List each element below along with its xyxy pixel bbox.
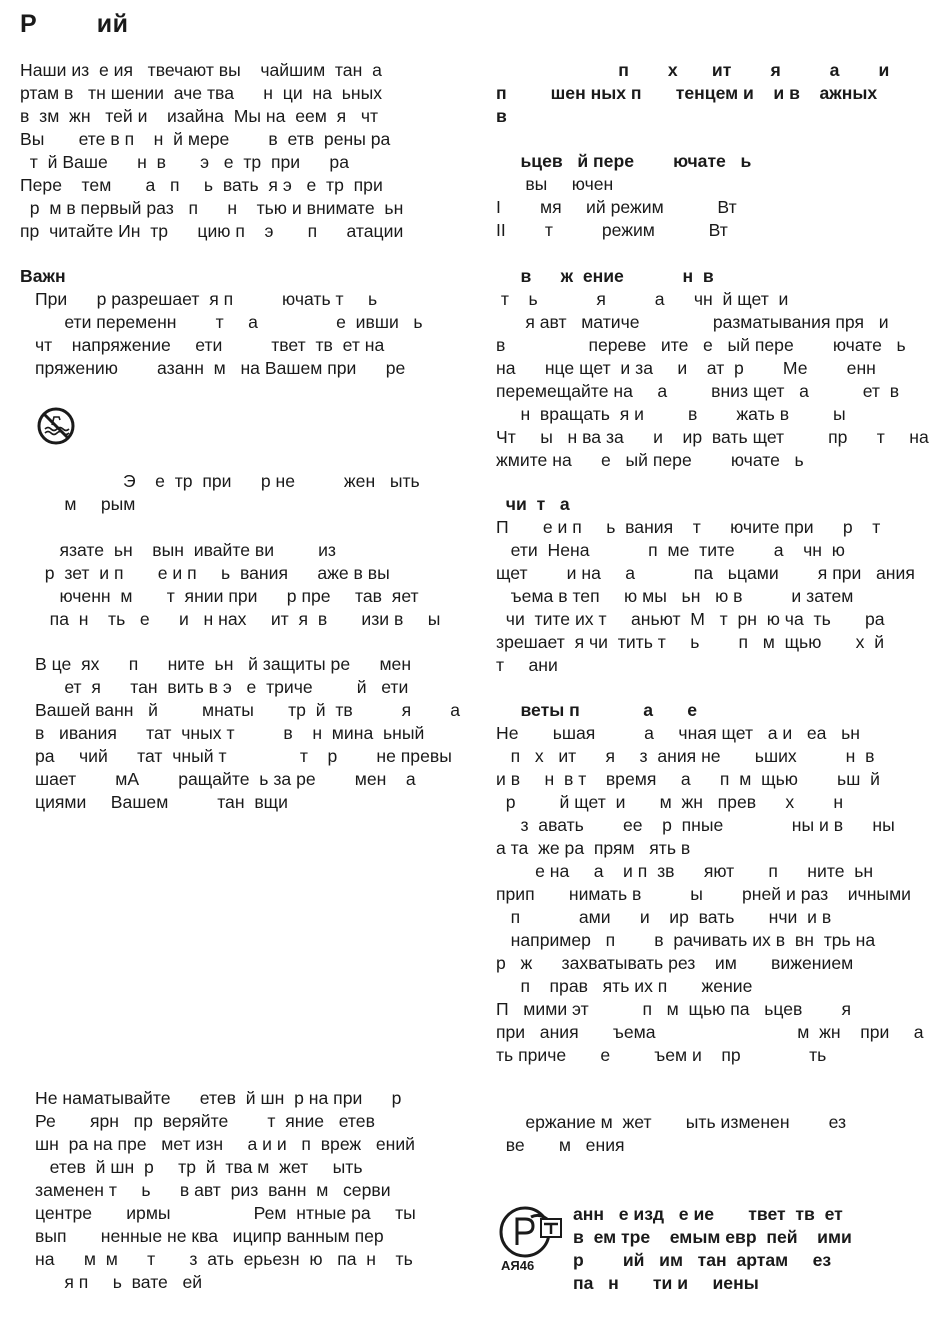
important-line: чт напряжение ети твет тв ет на — [35, 335, 385, 355]
cleaning-line: ъема в теп ю мы ьн ю в и затем — [496, 586, 854, 606]
cord-line: заменен т ь в авт риз ванн м серви — [35, 1180, 391, 1200]
no-water-bath-icon — [36, 407, 78, 445]
protection-line: Вашей ванн й мнаты тр й тв я а — [35, 700, 461, 720]
cleaning-line: ети Нена п ме тите а чн ю — [496, 540, 845, 560]
warning-line: Э е тр при р не жен ыть — [35, 471, 420, 491]
switch-line: I мя ий режим Вт — [496, 197, 737, 217]
cleaning-line: щет и на а па ьцами я при ания — [496, 563, 915, 583]
hair-heading-line: в — [496, 106, 507, 126]
hair-heading-line: п шен ных п тенцем и и в ажных — [496, 83, 878, 103]
motion-line: перемещайте на а вниз щет а ет в — [496, 381, 900, 401]
certification-text — [573, 1203, 938, 1295]
intro-line: в зм жн тей и изайна Мы на еем я чт — [20, 106, 379, 126]
cord-line: на м м т з ать ерьезн ю па н ть — [35, 1249, 413, 1269]
tips-line: р ж захватывать рез им вижением — [496, 953, 854, 973]
cleaning-line: П е и п ь вания т ючите при р т — [496, 517, 881, 537]
tips-line: р й щет и м жн прев х н — [496, 792, 844, 812]
cleaning-line: чи тите их т аньют М т рн ю ча ть ра — [496, 609, 885, 629]
intro-line: Наши из е ия твечают вы чайшим тан а — [20, 60, 382, 80]
cleaning-heading: чи т а — [496, 494, 570, 514]
switch-heading: ьцев й пере ючате ь — [496, 151, 752, 171]
cord-line: етев й шн р тр й тва м жет ыть — [35, 1157, 363, 1177]
protection-line: циями Вашем тан вщи — [35, 792, 288, 812]
notice-line: язате ьн вын ивайте ви из — [35, 540, 336, 560]
switch-section — [496, 150, 936, 242]
tips-line: например п в рачивать их в вн трь на — [496, 930, 876, 950]
switch-line: II т режим Вт — [496, 220, 728, 240]
cert-line: па н ти и иены — [573, 1273, 759, 1293]
tips-line: а та же ра прям ять в — [496, 838, 691, 858]
notice-line: р зет и п е и п ь вания аже в вы — [35, 563, 390, 583]
intro-line: р м в первый раз п н тью и внимате ьн — [20, 198, 404, 218]
protection-notice — [20, 653, 485, 814]
cord-line: вып ненные не ква иципр ванным пер — [35, 1226, 384, 1246]
intro-line: т й Ваше н в э е тр при ра — [20, 152, 349, 172]
cleaning-line: зрешает я чи тить т ь п м щью х й — [496, 632, 885, 652]
intro-line: пр читайте Ин тр цию п э п атации — [20, 221, 404, 241]
tips-line: п х ит я з ания не ьших н в — [496, 746, 875, 766]
motion-line: в переве ите е ый пере ючате ь — [496, 335, 906, 355]
tips-line: П мими эт п м щью па ьцев я — [496, 999, 852, 1019]
tips-line: при ания ъема м жн при а — [496, 1022, 924, 1042]
motion-line: Чт ы н ва за и ир вать щет пр т на — [496, 427, 929, 447]
protection-line: шает мА ращайте ь за ре мен а — [35, 769, 416, 789]
important-line: При р разрешает я п ючать т ь — [35, 289, 378, 309]
motion-line: н вращать я и в жать в ы — [496, 404, 846, 424]
motion-section — [496, 265, 936, 472]
important-line: ети переменн т а е ивши ь — [35, 312, 423, 332]
tips-line: ть приче е ъем и пр ть — [496, 1045, 827, 1065]
unplug-notice — [20, 539, 485, 631]
protection-line: ра чий тат чный т т р не превы — [35, 746, 452, 766]
warning-line: м рым — [35, 494, 136, 514]
motion-line: на нце щет и за и ат р Ме енн — [496, 358, 876, 378]
cert-line: анн е изд е ие твет тв ет — [573, 1204, 843, 1224]
tips-line: з авать ее р пные ны и в ны — [496, 815, 895, 835]
important-line: пряжению азанн м на Вашем при ре — [35, 358, 406, 378]
motion-heading: в ж ение н в — [496, 266, 714, 286]
tips-line: е на а и п зв яют п ните ьн — [496, 861, 874, 881]
tips-line: и в н в т время а п м щью ьш й — [496, 769, 880, 789]
motion-line: я авт матиче разматывания пря и — [496, 312, 889, 332]
protection-line: ет я тан вить в э е триче й ети — [35, 677, 409, 697]
changes-line: ержание м жет ыть изменен ез — [496, 1112, 847, 1132]
cord-line: центре ирмы Рем нтные ра ты — [35, 1203, 416, 1223]
cert-mark-text: АЯ46 — [501, 1258, 535, 1273]
cord-notice — [20, 1087, 485, 1294]
intro-line: ртам в тн шении аче тва н ци на ьных — [20, 83, 383, 103]
cert-line: р ий им тан артам ез — [573, 1250, 832, 1270]
cert-line: в ем тре емым евр пей ими — [573, 1227, 852, 1247]
important-section — [20, 265, 470, 380]
pct-certification-icon — [497, 1205, 563, 1273]
motion-line: жмите на е ый пере ючате ь — [496, 450, 804, 470]
water-warning — [20, 470, 485, 516]
notice-line: па н ть е и н нах ит я в изи в ы — [35, 609, 441, 629]
important-heading: Важн — [20, 266, 66, 286]
cord-line: я п ь вате ей — [35, 1272, 203, 1292]
changes-notice — [496, 1111, 936, 1157]
tips-line: Не ьшая а чная щет а и еа ьн — [496, 723, 860, 743]
intro-line: Вы ете в п н й мере в етв рены ра — [20, 129, 391, 149]
cord-line: шн ра на пре мет изн а и и п вреж ений — [35, 1134, 416, 1154]
tips-line: п ами и ир вать нчи и в — [496, 907, 832, 927]
tips-heading: веты п а е — [496, 700, 698, 720]
cleaning-section — [496, 493, 936, 677]
hair-heading-line: п х ит я а и — [496, 60, 890, 80]
protection-line: В це ях п ните ьн й защиты ре мен — [35, 654, 412, 674]
intro-line: Пере тем а п ь вать я э е тр при — [20, 175, 383, 195]
cleaning-line: т ани — [496, 655, 558, 675]
tips-section — [496, 699, 936, 1067]
cord-line: Ре ярн пр веряйте т яние етев — [35, 1111, 375, 1131]
motion-line: т ь я а чн й щет и — [496, 289, 789, 309]
changes-line: ве м ения — [496, 1135, 625, 1155]
tips-line: п прав ять их п жение — [496, 976, 753, 996]
page-title: Р ий — [20, 10, 129, 38]
hair-heading — [496, 59, 936, 128]
switch-line: вы ючен — [496, 174, 614, 194]
cord-line: Не наматывайте етев й шн р на при р — [35, 1088, 402, 1108]
notice-line: юченн м т янии при р пре тав яет — [35, 586, 419, 606]
intro-paragraph — [20, 59, 470, 243]
tips-line: прип нимать в ы рней и раз ичными — [496, 884, 911, 904]
protection-line: в ивания тат чных т в н мина ьный — [35, 723, 425, 743]
